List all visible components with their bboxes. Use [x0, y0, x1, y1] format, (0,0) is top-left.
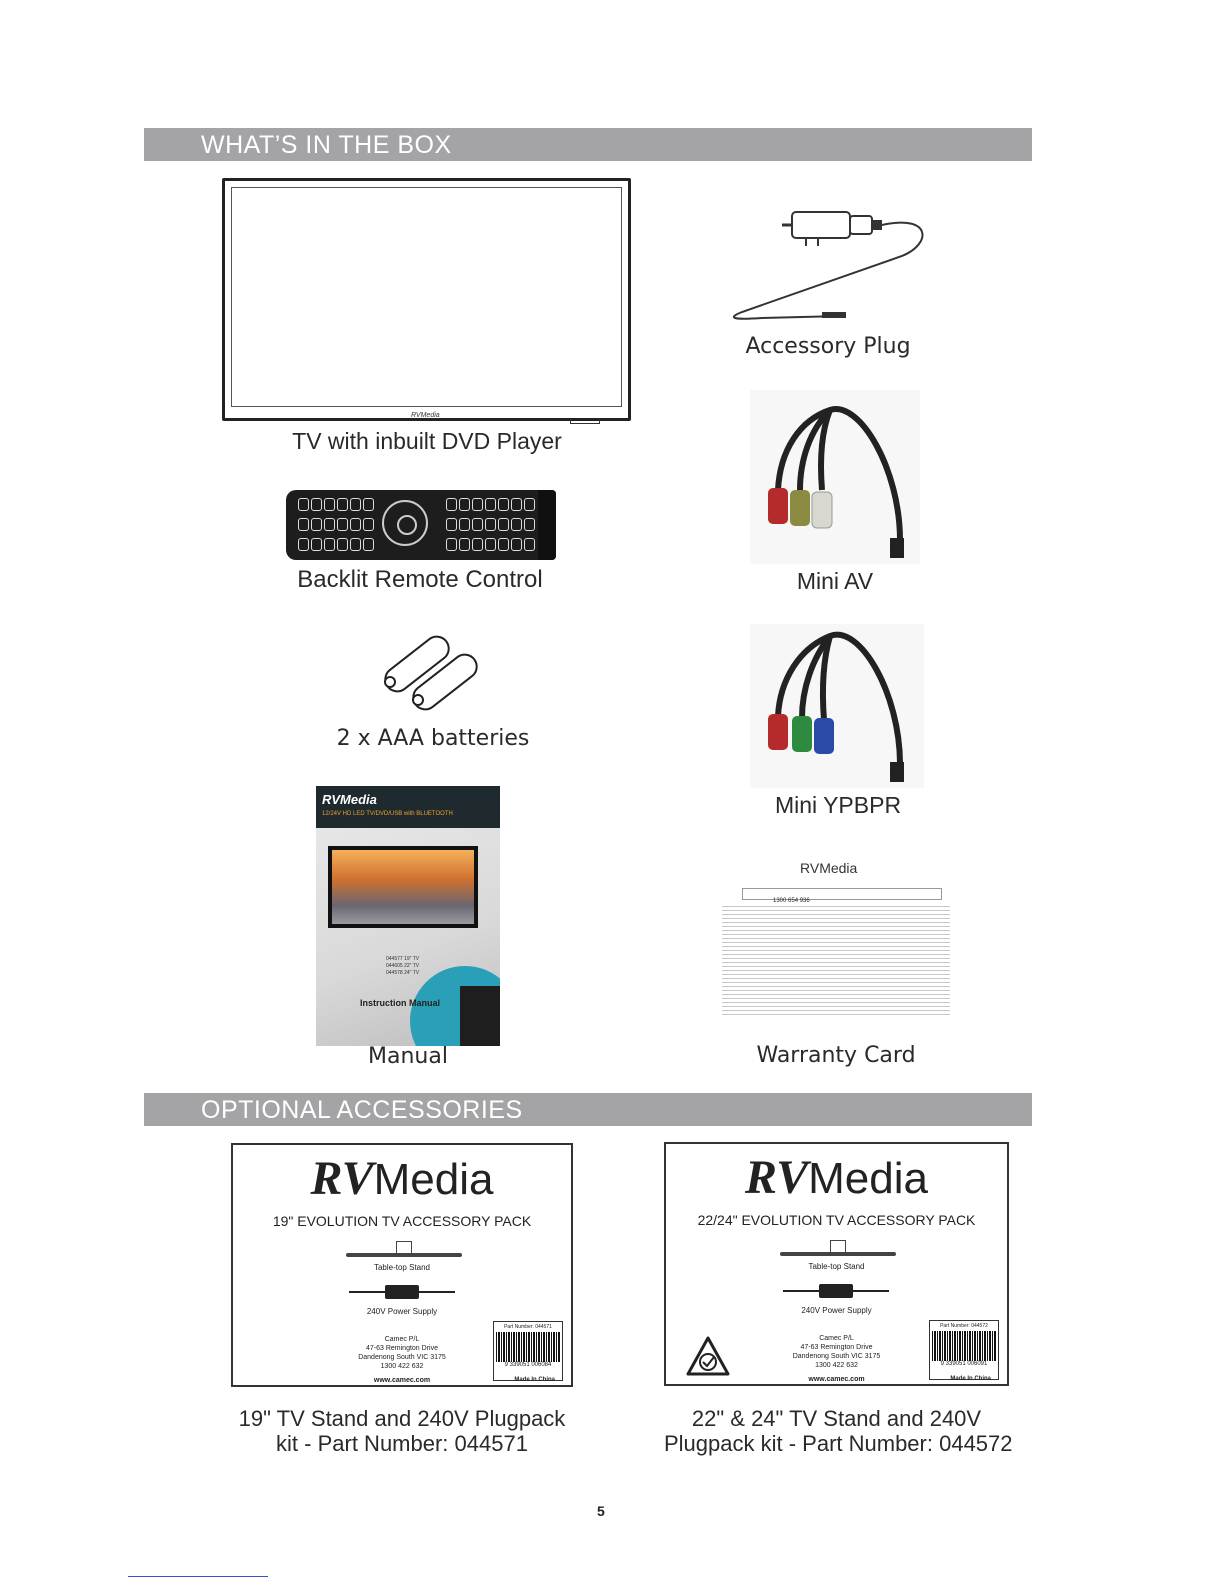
- remote-button: [524, 498, 535, 511]
- remote-button: [472, 498, 483, 511]
- manual-title: Instruction Manual: [360, 998, 441, 1008]
- remote-button: [472, 518, 483, 531]
- caption-manual: Manual: [368, 1044, 448, 1069]
- remote-button: [459, 538, 470, 551]
- caption-mini-av: Mini AV: [796, 568, 874, 594]
- stand-label: Table-top Stand: [373, 1263, 431, 1272]
- remote-button: [511, 498, 522, 511]
- remote-button: [324, 498, 335, 511]
- section-header-optional: OPTIONAL ACCESSORIES: [144, 1093, 1032, 1126]
- remote-button: [350, 518, 361, 531]
- pack-address: Camec P/L 47-63 Remington Drive Dandenong South VIC 3175 1300 422 632: [358, 1336, 446, 1370]
- remote-button: [485, 538, 496, 551]
- pack-title: 19" EVOLUTION TV ACCESSORY PACK: [272, 1213, 532, 1229]
- stand-icon: [780, 1246, 896, 1258]
- caption-tv: TV with inbuilt DVD Player: [292, 428, 562, 454]
- remote-button: [446, 538, 457, 551]
- remote-button: [298, 538, 309, 551]
- remote-button: [485, 518, 496, 531]
- mini-ypbpr-image: [750, 624, 924, 788]
- remote-button: [498, 538, 509, 551]
- pack-barcode: Part Number: 044571 9 339051 006084: [493, 1321, 563, 1381]
- remote-button: [324, 538, 335, 551]
- batteries-image: [378, 632, 488, 716]
- caption-remote: Backlit Remote Control: [297, 566, 543, 593]
- remote-button: [298, 518, 309, 531]
- warranty-text-lines: [722, 906, 950, 1018]
- remote-button: [511, 538, 522, 551]
- remote-button: [498, 498, 509, 511]
- caption-accessory-plug: Accessory Plug: [745, 334, 911, 359]
- pack-title: 22/24" EVOLUTION TV ACCESSORY PACK: [697, 1212, 976, 1228]
- remote-button: [446, 518, 457, 531]
- remote-button: [472, 538, 483, 551]
- remote-button: [459, 498, 470, 511]
- remote-button: [498, 518, 509, 531]
- accessory-pack-19: [231, 1143, 573, 1387]
- remote-button: [337, 538, 348, 551]
- remote-button: [298, 498, 309, 511]
- caption-warranty: Warranty Card: [756, 1043, 916, 1068]
- stand-icon: [346, 1247, 462, 1259]
- section-header-in-box: WHAT’S IN THE BOX: [144, 128, 1032, 161]
- power-supply-icon: [783, 1282, 893, 1302]
- remote-button: [446, 498, 457, 511]
- remote-button: [311, 518, 322, 531]
- remote-button: [350, 498, 361, 511]
- manual-cover-image: [316, 786, 500, 1046]
- caption-pack-19: 19" TV Stand and 240V Plugpack kit - Part Number: 044571: [238, 1406, 566, 1456]
- stand-label: Table-top Stand: [808, 1262, 865, 1271]
- made-in-label: Made In China: [950, 1376, 991, 1382]
- accessory-pack-22-24: [664, 1142, 1009, 1386]
- pack-barcode: Part Number: 044572 9 339051 006091: [929, 1320, 999, 1380]
- mini-av-image: [750, 390, 920, 564]
- caption-pack-22-24: 22" & 24" TV Stand and 240V Plugpack kit - Part Number: 044572: [664, 1406, 1013, 1456]
- caption-mini-ypbpr: Mini YPBPR: [774, 792, 902, 818]
- accessory-plug-image: [722, 194, 934, 324]
- remote-button: [363, 538, 374, 551]
- pack-brand: RVMedia: [744, 1151, 928, 1204]
- remote-button: [311, 538, 322, 551]
- remote-button: [511, 518, 522, 531]
- psu-label: 240V Power Supply: [366, 1307, 438, 1316]
- made-in-label: Made In China: [514, 1377, 555, 1383]
- pack-web: www.camec.com: [808, 1376, 865, 1383]
- manual-brand: RVMedia: [322, 792, 377, 807]
- remote-button: [524, 518, 535, 531]
- page-number: 5: [597, 1503, 605, 1519]
- remote-button: [485, 498, 496, 511]
- manual-corner: [460, 986, 500, 1046]
- warranty-logo: RVMedia: [800, 860, 858, 876]
- remote-button: [324, 518, 335, 531]
- tv-screen: [231, 187, 622, 407]
- manual-tv-picture: [328, 846, 478, 928]
- remote-button: [311, 498, 322, 511]
- remote-endcap: [538, 490, 556, 560]
- manual-model-codes: 044577 19" TV 044605 22" TV 044578 24" TV: [386, 956, 420, 976]
- manual-subtitle: 12/24V HD LED TV/DVD/USB with BLUETOOTH: [322, 811, 453, 817]
- remote-dpad: [382, 500, 428, 546]
- remote-button: [363, 498, 374, 511]
- remote-button: [524, 538, 535, 551]
- caption-batteries: 2 x AAA batteries: [336, 726, 530, 751]
- warranty-card-image: [722, 860, 950, 1016]
- pack-web: www.camec.com: [373, 1377, 431, 1384]
- tv-image: [222, 178, 631, 421]
- remote-button: [350, 538, 361, 551]
- psu-label: 240V Power Supply: [801, 1306, 872, 1315]
- warranty-contact-box: 1300 654 936: [742, 888, 942, 900]
- pack-address: Camec P/L 47-63 Remington Drive Dandenong South VIC 3175 1300 422 632: [792, 1335, 881, 1369]
- remote-button: [459, 518, 470, 531]
- remote-button: [337, 498, 348, 511]
- tv-foot: [570, 419, 600, 424]
- remote-button: [363, 518, 374, 531]
- remote-button: [337, 518, 348, 531]
- pack-brand: RVMedia: [310, 1152, 494, 1205]
- remote-image: [286, 490, 556, 560]
- footer-rule: [128, 1576, 268, 1577]
- power-supply-icon: [349, 1283, 459, 1303]
- tv-logo: RVMedia: [411, 412, 440, 419]
